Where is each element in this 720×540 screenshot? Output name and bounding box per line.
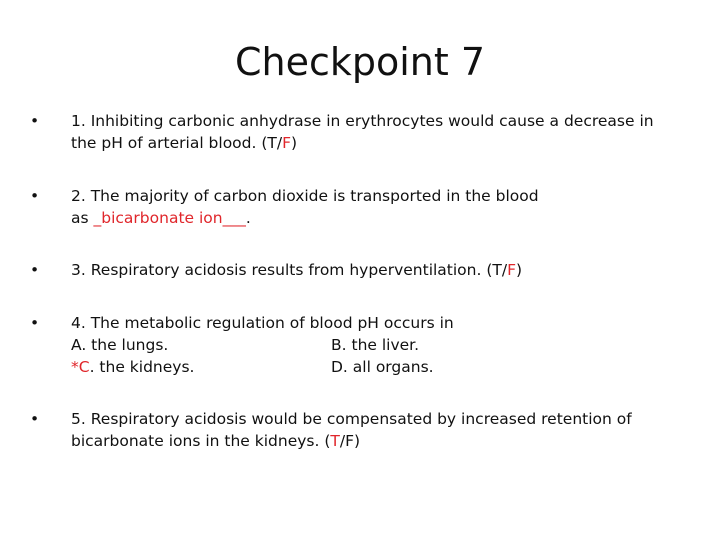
question-5-line-1: 5. Respiratory acidosis would be compensated by increased retention of xyxy=(71,410,632,428)
option-d: D. all organs. xyxy=(331,358,434,376)
question-2-line-1: 2. The majority of carbon dioxide is transported in the blood xyxy=(71,187,539,205)
question-1 xyxy=(30,110,690,154)
question-4 xyxy=(30,312,690,378)
question-4-stem: 4. The metabolic regulation of blood pH occurs in xyxy=(71,314,454,332)
bullet: • xyxy=(30,261,40,279)
question-3-close: ) xyxy=(516,261,523,279)
question-3-text: 3. Respiratory acidosis results from hyperventilation. (T/ xyxy=(71,261,508,279)
option-a: A. the lungs. xyxy=(71,336,169,354)
question-2-line-2 xyxy=(71,207,690,229)
option-c xyxy=(71,356,331,378)
question-1-text: the pH of arterial blood. (T/ xyxy=(71,134,283,152)
question-3 xyxy=(30,259,690,281)
bullet: • xyxy=(30,410,40,428)
question-5-close: /F) xyxy=(339,432,361,450)
question-2-answer: _bicarbonate ion___ xyxy=(93,209,246,227)
question-1-line-1: 1. Inhibiting carbonic anhydrase in erythrocytes would cause a decrease in xyxy=(71,112,654,130)
question-1-close: ) xyxy=(291,134,298,152)
question-1-line-2 xyxy=(71,132,690,154)
question-1-answer: F xyxy=(282,134,292,152)
bullet: • xyxy=(30,314,40,332)
question-5 xyxy=(30,408,690,452)
question-2 xyxy=(30,185,690,229)
question-2-close: . xyxy=(245,209,251,227)
question-2-text: as xyxy=(71,209,94,227)
bullet: • xyxy=(30,187,40,205)
option-c-marker: *C xyxy=(71,358,90,376)
question-4-options xyxy=(71,334,690,378)
question-5-line-2 xyxy=(71,430,690,452)
question-5-answer: T xyxy=(330,432,340,450)
slide-title: Checkpoint 7 xyxy=(234,40,486,84)
option-b: B. the liver. xyxy=(331,336,420,354)
option-c-text: . the kidneys. xyxy=(89,358,195,376)
question-5-text: bicarbonate ions in the kidneys. ( xyxy=(71,432,331,450)
bullet: • xyxy=(30,112,40,130)
question-3-answer: F xyxy=(507,261,517,279)
question-3-line-1 xyxy=(71,259,690,281)
